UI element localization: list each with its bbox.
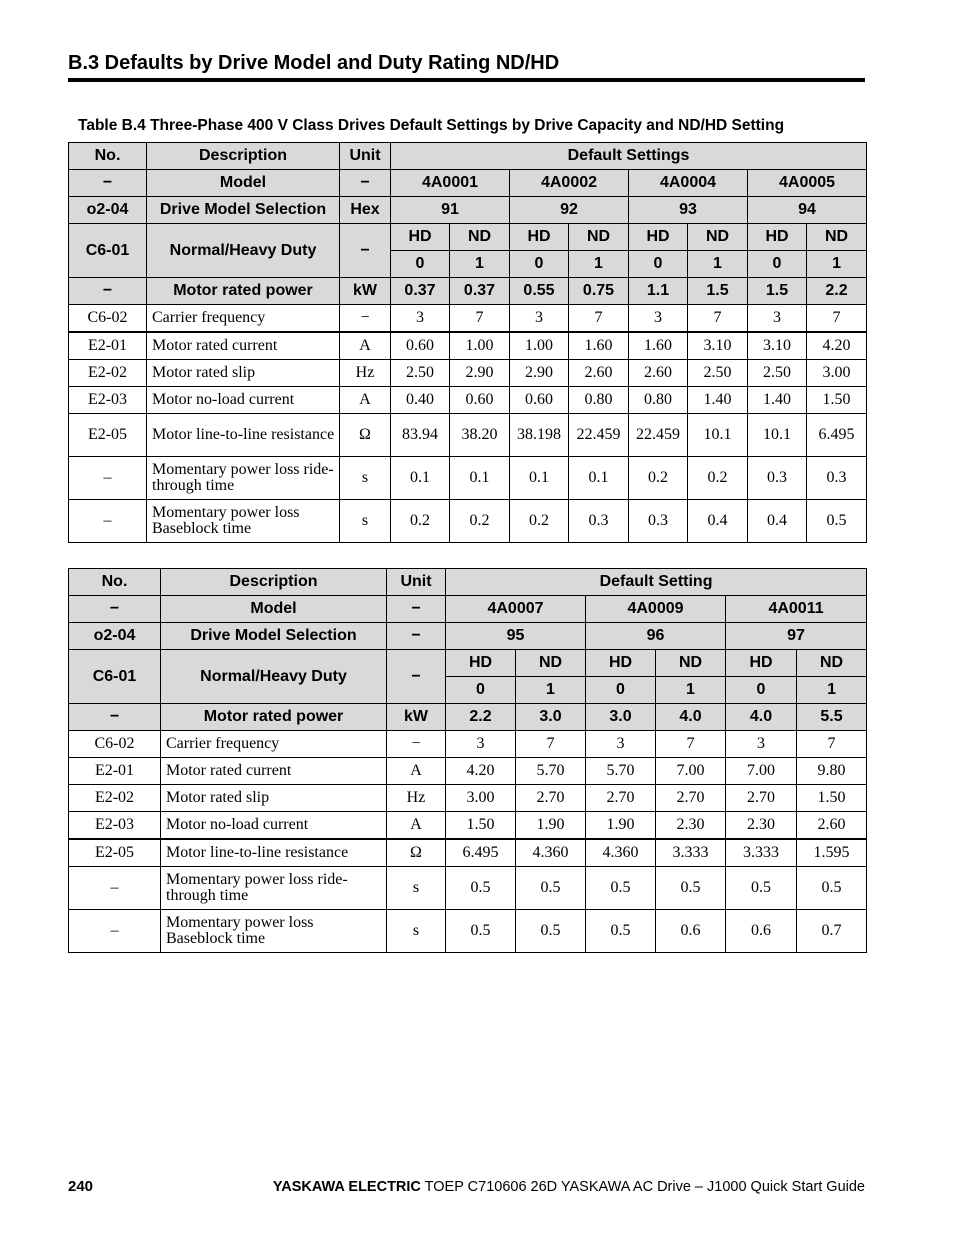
duty-code: 0 bbox=[726, 677, 797, 704]
param-no: − bbox=[69, 278, 147, 305]
param-unit: − bbox=[387, 623, 446, 650]
value-cell: 1.50 bbox=[446, 812, 516, 840]
value-cell: 1.90 bbox=[516, 812, 586, 840]
table-row bbox=[69, 867, 867, 910]
param-desc: Motor no-load current bbox=[161, 812, 387, 840]
header-row bbox=[69, 143, 867, 170]
value-cell: 1.00 bbox=[450, 332, 510, 360]
param-no: – bbox=[69, 910, 161, 953]
value-cell: 3.10 bbox=[688, 332, 748, 360]
param-unit: Ω bbox=[387, 839, 446, 867]
param-unit: s bbox=[340, 500, 391, 543]
value-cell: 0.80 bbox=[629, 387, 688, 414]
value-cell: 0.5 bbox=[446, 867, 516, 910]
param-no: E2-01 bbox=[69, 332, 147, 360]
duty-code: 0 bbox=[446, 677, 516, 704]
value-cell: 2.30 bbox=[656, 812, 726, 840]
param-desc: Motor rated slip bbox=[147, 360, 340, 387]
duty-label: HD bbox=[586, 650, 656, 677]
duty-code: 0 bbox=[748, 251, 807, 278]
value-cell: 6.495 bbox=[446, 839, 516, 867]
duty-code: 1 bbox=[688, 251, 748, 278]
selection-row bbox=[69, 197, 867, 224]
value-cell: 7 bbox=[797, 731, 867, 758]
value-cell: 2.50 bbox=[748, 360, 807, 387]
duty-label: HD bbox=[446, 650, 516, 677]
power-cell: 2.2 bbox=[446, 704, 516, 731]
duty-code: 1 bbox=[797, 677, 867, 704]
model-row bbox=[69, 170, 867, 197]
value-cell: 0.5 bbox=[807, 500, 867, 543]
power-cell: 0.75 bbox=[569, 278, 629, 305]
model-cell: 4A0002 bbox=[510, 170, 629, 197]
value-cell: 2.30 bbox=[726, 812, 797, 840]
power-cell: 4.0 bbox=[726, 704, 797, 731]
power-cell: 1.5 bbox=[748, 278, 807, 305]
duty-label: ND bbox=[516, 650, 586, 677]
duty-label: HD bbox=[629, 224, 688, 251]
param-unit: s bbox=[340, 457, 391, 500]
param-unit: A bbox=[387, 812, 446, 840]
param-unit: s bbox=[387, 910, 446, 953]
param-no: E2-01 bbox=[69, 758, 161, 785]
power-cell: 3.0 bbox=[516, 704, 586, 731]
value-cell: 7.00 bbox=[656, 758, 726, 785]
header-cell: No. bbox=[69, 569, 161, 596]
value-cell: 4.360 bbox=[516, 839, 586, 867]
power-row bbox=[69, 278, 867, 305]
power-cell: 0.37 bbox=[450, 278, 510, 305]
param-no: E2-02 bbox=[69, 360, 147, 387]
selection-cell: 94 bbox=[748, 197, 867, 224]
param-desc: Momentary power loss Baseblock time bbox=[147, 500, 340, 543]
value-cell: 4.20 bbox=[807, 332, 867, 360]
table-row bbox=[69, 785, 867, 812]
value-cell: 0.4 bbox=[748, 500, 807, 543]
value-cell: 5.70 bbox=[586, 758, 656, 785]
value-cell: 3 bbox=[391, 305, 450, 333]
table-row bbox=[69, 839, 867, 867]
value-cell: 1.60 bbox=[629, 332, 688, 360]
value-cell: 0.5 bbox=[586, 867, 656, 910]
value-cell: 0.1 bbox=[510, 457, 569, 500]
value-cell: 9.80 bbox=[797, 758, 867, 785]
value-cell: 3.10 bbox=[748, 332, 807, 360]
duty-label: HD bbox=[726, 650, 797, 677]
duty-code: 1 bbox=[450, 251, 510, 278]
model-cell: 4A0004 bbox=[629, 170, 748, 197]
duty-code: 0 bbox=[510, 251, 569, 278]
param-unit: − bbox=[340, 305, 391, 333]
duty-label: ND bbox=[688, 224, 748, 251]
power-cell: 1.1 bbox=[629, 278, 688, 305]
param-desc: Drive Model Selection bbox=[147, 197, 340, 224]
value-cell: 2.60 bbox=[569, 360, 629, 387]
param-desc: Model bbox=[161, 596, 387, 623]
value-cell: 2.50 bbox=[391, 360, 450, 387]
value-cell: 1.60 bbox=[569, 332, 629, 360]
param-no: E2-03 bbox=[69, 387, 147, 414]
duty-label: ND bbox=[807, 224, 867, 251]
value-cell: 10.1 bbox=[748, 414, 807, 457]
selection-cell: 96 bbox=[586, 623, 726, 650]
value-cell: 0.5 bbox=[446, 910, 516, 953]
power-cell: 5.5 bbox=[797, 704, 867, 731]
header-cell: Unit bbox=[387, 569, 446, 596]
model-cell: 4A0001 bbox=[391, 170, 510, 197]
table-row bbox=[69, 500, 867, 543]
value-cell: 1.50 bbox=[797, 785, 867, 812]
value-cell: 3 bbox=[748, 305, 807, 333]
value-cell: 7 bbox=[656, 731, 726, 758]
selection-cell: 95 bbox=[446, 623, 586, 650]
value-cell: 7.00 bbox=[726, 758, 797, 785]
value-cell: 4.20 bbox=[446, 758, 516, 785]
value-cell: 22.459 bbox=[569, 414, 629, 457]
param-no: o2-04 bbox=[69, 623, 161, 650]
param-unit: Hex bbox=[340, 197, 391, 224]
param-no: − bbox=[69, 596, 161, 623]
param-unit: Ω bbox=[340, 414, 391, 457]
value-cell: 3 bbox=[446, 731, 516, 758]
param-unit: − bbox=[340, 170, 391, 197]
header-row bbox=[69, 569, 867, 596]
value-cell: 0.2 bbox=[510, 500, 569, 543]
value-cell: 22.459 bbox=[629, 414, 688, 457]
value-cell: 0.80 bbox=[569, 387, 629, 414]
param-unit: kW bbox=[387, 704, 446, 731]
param-no: C6-01 bbox=[69, 650, 161, 704]
param-desc: Normal/Heavy Duty bbox=[147, 224, 340, 278]
param-desc: Motor rated current bbox=[147, 332, 340, 360]
value-cell: 2.60 bbox=[629, 360, 688, 387]
power-cell: 1.5 bbox=[688, 278, 748, 305]
duty-label: ND bbox=[569, 224, 629, 251]
param-unit: Hz bbox=[387, 785, 446, 812]
param-unit: A bbox=[340, 332, 391, 360]
selection-row bbox=[69, 623, 867, 650]
value-cell: 38.20 bbox=[450, 414, 510, 457]
table-row bbox=[69, 457, 867, 500]
value-cell: 0.1 bbox=[391, 457, 450, 500]
param-desc: Motor line-to-line resistance bbox=[147, 414, 340, 457]
param-desc: Motor rated slip bbox=[161, 785, 387, 812]
param-desc: Drive Model Selection bbox=[161, 623, 387, 650]
param-no: C6-02 bbox=[69, 731, 161, 758]
value-cell: 7 bbox=[450, 305, 510, 333]
param-desc: Motor no-load current bbox=[147, 387, 340, 414]
param-unit: − bbox=[387, 731, 446, 758]
page-number: 240 bbox=[68, 1178, 94, 1195]
param-no: − bbox=[69, 170, 147, 197]
value-cell: 0.3 bbox=[569, 500, 629, 543]
duty-code: 0 bbox=[586, 677, 656, 704]
duty-code: 1 bbox=[807, 251, 867, 278]
defaults-table-2 bbox=[68, 568, 867, 953]
model-row bbox=[69, 596, 867, 623]
value-cell: 0.3 bbox=[807, 457, 867, 500]
value-cell: 0.5 bbox=[656, 867, 726, 910]
power-cell: 0.55 bbox=[510, 278, 569, 305]
value-cell: 7 bbox=[688, 305, 748, 333]
value-cell: 2.60 bbox=[797, 812, 867, 840]
value-cell: 2.70 bbox=[586, 785, 656, 812]
footer-doc-title bbox=[273, 1179, 865, 1195]
power-row bbox=[69, 704, 867, 731]
param-no: E2-03 bbox=[69, 812, 161, 840]
param-unit: A bbox=[340, 387, 391, 414]
value-cell: 2.90 bbox=[450, 360, 510, 387]
selection-cell: 91 bbox=[391, 197, 510, 224]
value-cell: 3.00 bbox=[807, 360, 867, 387]
section-title: B.3 Defaults by Drive Model and Duty Rating ND/HD bbox=[68, 50, 865, 82]
model-cell: 4A0007 bbox=[446, 596, 586, 623]
defaults-table-1 bbox=[68, 142, 867, 543]
table-row bbox=[69, 332, 867, 360]
param-no: C6-02 bbox=[69, 305, 147, 333]
table-row bbox=[69, 812, 867, 840]
power-cell: 0.37 bbox=[391, 278, 450, 305]
power-cell: 3.0 bbox=[586, 704, 656, 731]
value-cell: 2.70 bbox=[516, 785, 586, 812]
param-no: – bbox=[69, 457, 147, 500]
table-caption: Table B.4 Three-Phase 400 V Class Drives Default Settings by Drive Capacity and ND/HD Setting bbox=[78, 117, 785, 134]
param-no: o2-04 bbox=[69, 197, 147, 224]
header-cell: Description bbox=[161, 569, 387, 596]
param-desc: Carrier frequency bbox=[161, 731, 387, 758]
duty-label: ND bbox=[450, 224, 510, 251]
value-cell: 0.6 bbox=[726, 910, 797, 953]
value-cell: 0.1 bbox=[569, 457, 629, 500]
value-cell: 3.333 bbox=[656, 839, 726, 867]
value-cell: 0.7 bbox=[797, 910, 867, 953]
value-cell: 0.5 bbox=[797, 867, 867, 910]
value-cell: 0.5 bbox=[516, 867, 586, 910]
param-no: E2-05 bbox=[69, 839, 161, 867]
duty-label: HD bbox=[510, 224, 569, 251]
table-row bbox=[69, 910, 867, 953]
param-unit: A bbox=[387, 758, 446, 785]
value-cell: 1.40 bbox=[688, 387, 748, 414]
duty-label: HD bbox=[748, 224, 807, 251]
param-no: – bbox=[69, 867, 161, 910]
model-cell: 4A0005 bbox=[748, 170, 867, 197]
param-unit: − bbox=[387, 596, 446, 623]
param-unit: − bbox=[340, 224, 391, 278]
value-cell: 0.5 bbox=[726, 867, 797, 910]
value-cell: 10.1 bbox=[688, 414, 748, 457]
footer-doc-text: TOEP C710606 26D YASKAWA AC Drive – J1000 Quick Start Guide bbox=[420, 1179, 865, 1195]
value-cell: 0.6 bbox=[656, 910, 726, 953]
value-cell: 0.2 bbox=[688, 457, 748, 500]
value-cell: 3.00 bbox=[446, 785, 516, 812]
table-row bbox=[69, 360, 867, 387]
table-row bbox=[69, 758, 867, 785]
value-cell: 0.1 bbox=[450, 457, 510, 500]
duty-label-row bbox=[69, 650, 867, 677]
value-cell: 2.70 bbox=[726, 785, 797, 812]
footer-brand: YASKAWA ELECTRIC bbox=[272, 1179, 421, 1195]
duty-code: 0 bbox=[629, 251, 688, 278]
value-cell: 0.60 bbox=[450, 387, 510, 414]
header-cell: Default Setting bbox=[446, 569, 867, 596]
value-cell: 6.495 bbox=[807, 414, 867, 457]
param-no: – bbox=[69, 500, 147, 543]
value-cell: 4.360 bbox=[586, 839, 656, 867]
value-cell: 1.595 bbox=[797, 839, 867, 867]
model-cell: 4A0011 bbox=[726, 596, 867, 623]
table-row bbox=[69, 387, 867, 414]
value-cell: 1.00 bbox=[510, 332, 569, 360]
param-desc: Motor rated power bbox=[147, 278, 340, 305]
param-desc: Motor rated current bbox=[161, 758, 387, 785]
value-cell: 5.70 bbox=[516, 758, 586, 785]
selection-cell: 92 bbox=[510, 197, 629, 224]
value-cell: 1.90 bbox=[586, 812, 656, 840]
value-cell: 0.2 bbox=[629, 457, 688, 500]
duty-label-row bbox=[69, 224, 867, 251]
power-cell: 2.2 bbox=[807, 278, 867, 305]
param-desc: Carrier frequency bbox=[147, 305, 340, 333]
value-cell: 2.50 bbox=[688, 360, 748, 387]
value-cell: 3.333 bbox=[726, 839, 797, 867]
param-no: E2-02 bbox=[69, 785, 161, 812]
value-cell: 3 bbox=[510, 305, 569, 333]
value-cell: 0.3 bbox=[629, 500, 688, 543]
param-no: C6-01 bbox=[69, 224, 147, 278]
duty-code: 0 bbox=[391, 251, 450, 278]
value-cell: 1.50 bbox=[807, 387, 867, 414]
param-no: E2-05 bbox=[69, 414, 147, 457]
header-cell: Default Settings bbox=[391, 143, 867, 170]
value-cell: 3 bbox=[586, 731, 656, 758]
param-desc: Motor line-to-line resistance bbox=[161, 839, 387, 867]
value-cell: 0.3 bbox=[748, 457, 807, 500]
table-row bbox=[69, 414, 867, 457]
value-cell: 0.5 bbox=[586, 910, 656, 953]
value-cell: 0.40 bbox=[391, 387, 450, 414]
duty-label: HD bbox=[391, 224, 450, 251]
value-cell: 0.5 bbox=[516, 910, 586, 953]
value-cell: 2.70 bbox=[656, 785, 726, 812]
param-desc: Momentary power loss Baseblock time bbox=[161, 910, 387, 953]
table-row bbox=[69, 305, 867, 333]
header-cell: Unit bbox=[340, 143, 391, 170]
duty-label: ND bbox=[656, 650, 726, 677]
duty-code: 1 bbox=[656, 677, 726, 704]
value-cell: 0.4 bbox=[688, 500, 748, 543]
header-cell: Description bbox=[147, 143, 340, 170]
param-desc: Momentary power loss ride-through time bbox=[147, 457, 340, 500]
value-cell: 0.60 bbox=[391, 332, 450, 360]
param-unit: kW bbox=[340, 278, 391, 305]
value-cell: 3 bbox=[726, 731, 797, 758]
param-desc: Motor rated power bbox=[161, 704, 387, 731]
duty-label: ND bbox=[797, 650, 867, 677]
table-row bbox=[69, 731, 867, 758]
param-desc: Momentary power loss ride-through time bbox=[161, 867, 387, 910]
duty-code: 1 bbox=[516, 677, 586, 704]
param-unit: − bbox=[387, 650, 446, 704]
param-no: − bbox=[69, 704, 161, 731]
param-desc: Model bbox=[147, 170, 340, 197]
value-cell: 1.40 bbox=[748, 387, 807, 414]
value-cell: 7 bbox=[807, 305, 867, 333]
param-desc: Normal/Heavy Duty bbox=[161, 650, 387, 704]
selection-cell: 93 bbox=[629, 197, 748, 224]
value-cell: 0.2 bbox=[450, 500, 510, 543]
model-cell: 4A0009 bbox=[586, 596, 726, 623]
selection-cell: 97 bbox=[726, 623, 867, 650]
value-cell: 83.94 bbox=[391, 414, 450, 457]
value-cell: 7 bbox=[569, 305, 629, 333]
value-cell: 2.90 bbox=[510, 360, 569, 387]
duty-code: 1 bbox=[569, 251, 629, 278]
value-cell: 3 bbox=[629, 305, 688, 333]
value-cell: 7 bbox=[516, 731, 586, 758]
value-cell: 0.60 bbox=[510, 387, 569, 414]
param-unit: Hz bbox=[340, 360, 391, 387]
value-cell: 0.2 bbox=[391, 500, 450, 543]
power-cell: 4.0 bbox=[656, 704, 726, 731]
header-cell: No. bbox=[69, 143, 147, 170]
param-unit: s bbox=[387, 867, 446, 910]
value-cell: 38.198 bbox=[510, 414, 569, 457]
